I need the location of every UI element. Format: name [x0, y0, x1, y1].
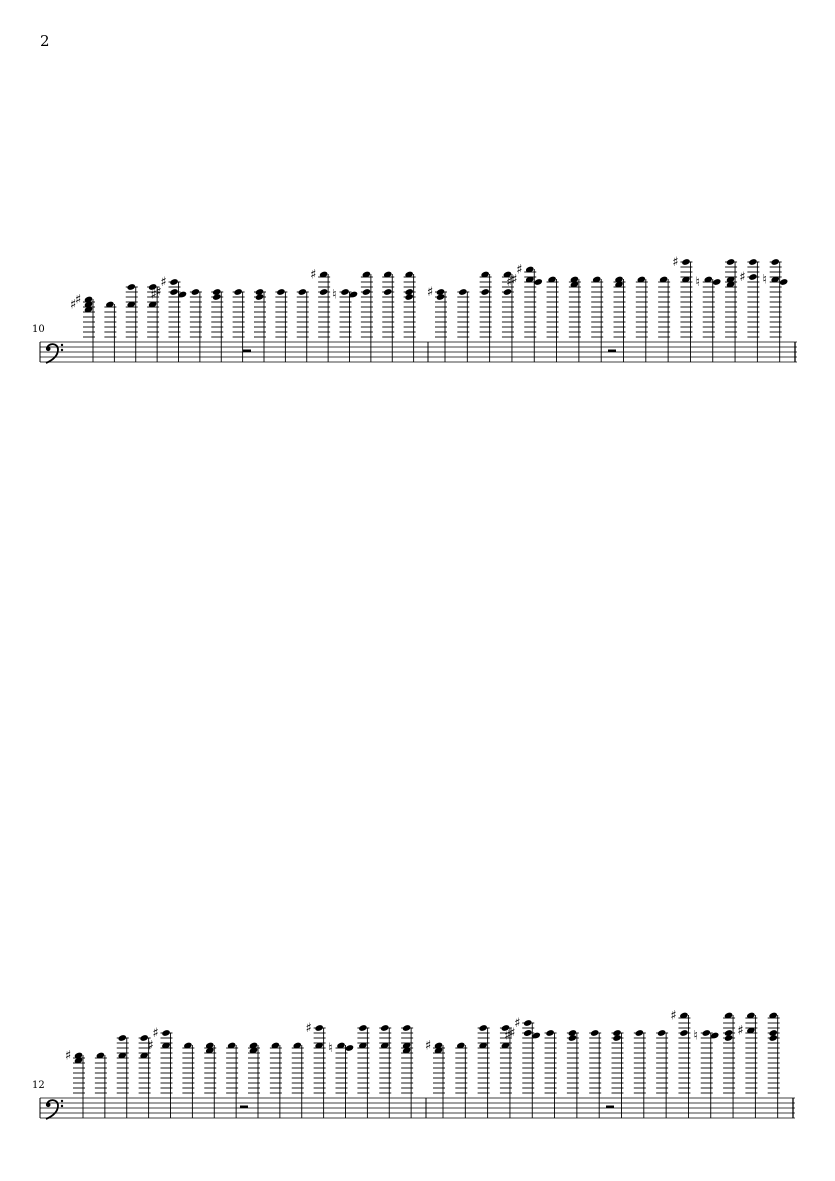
note-head [702, 1029, 711, 1037]
chord [65, 1049, 85, 1119]
chord [190, 288, 202, 362]
sharp-icon: ♯ [160, 275, 167, 290]
note-head [724, 1034, 733, 1042]
chord [567, 1029, 579, 1118]
chord [270, 1042, 282, 1118]
chord [401, 1024, 413, 1118]
sharp-icon: ♯ [504, 1028, 511, 1044]
chord [104, 301, 116, 362]
chord [328, 1041, 354, 1118]
chord [545, 1029, 557, 1118]
chord [670, 1009, 690, 1119]
note-head [380, 1024, 389, 1032]
sharp-icon: ♯ [506, 275, 513, 290]
sharp-icon: ♯ [426, 285, 434, 300]
sharp-icon: ♯ [424, 1038, 432, 1054]
sharp-icon: ♯ [147, 1038, 154, 1054]
sharp-icon: ♯ [739, 270, 746, 285]
chord [275, 288, 287, 362]
note-head [169, 278, 178, 286]
chord [762, 258, 788, 362]
chord [150, 275, 187, 362]
chord [478, 1024, 490, 1118]
chord [591, 276, 603, 362]
sharp-icon: ♯ [150, 287, 157, 303]
note-head [233, 288, 242, 296]
chord [547, 276, 559, 362]
note-head [545, 1029, 554, 1037]
chord [310, 268, 330, 363]
chord [612, 1029, 624, 1118]
natural-icon: ♮ [328, 1041, 333, 1056]
note-head [612, 1034, 621, 1042]
chord [361, 271, 373, 362]
chord [723, 1012, 735, 1118]
sharp-icon: ♯ [516, 262, 523, 278]
half-rest-icon [240, 1106, 248, 1109]
chord [147, 1026, 172, 1118]
half-rest-icon [606, 1106, 614, 1109]
sharp-icon: ♯ [309, 267, 317, 283]
chord [480, 271, 492, 362]
chord [737, 1012, 757, 1118]
note-head [169, 288, 178, 296]
chord [332, 288, 358, 363]
note-head [748, 273, 757, 281]
chord [117, 1034, 129, 1118]
note-head [590, 1029, 599, 1037]
chord [427, 285, 447, 362]
chord [211, 288, 223, 362]
page-number: 2 [40, 32, 50, 50]
half-rest-icon [608, 350, 616, 353]
sharp-icon: ♯ [64, 1048, 72, 1064]
note-head [383, 288, 392, 296]
note-head [314, 1024, 323, 1032]
chord [204, 1042, 216, 1118]
note-head [523, 1019, 532, 1027]
measure-number: 10 [32, 324, 45, 335]
note-head [118, 1034, 127, 1042]
note-head [212, 293, 221, 301]
chord [634, 1029, 646, 1118]
sharp-icon: ♯ [74, 292, 82, 308]
note-head [480, 288, 489, 296]
chord [379, 1024, 391, 1118]
chord [305, 1021, 325, 1118]
note-head [679, 1029, 688, 1037]
chord [768, 1012, 780, 1118]
note-head [681, 258, 690, 266]
chord [636, 276, 648, 362]
natural-icon: ♮ [693, 1028, 699, 1044]
note-head [362, 288, 371, 296]
note-head [771, 258, 780, 266]
sharp-icon: ♯ [737, 1023, 744, 1039]
note-head [127, 283, 136, 291]
sharp-icon: ♯ [69, 297, 77, 313]
chord [656, 1029, 668, 1118]
measure-number: 12 [32, 1080, 45, 1091]
note-head [769, 1034, 778, 1042]
note-head [436, 293, 445, 301]
note-head [161, 1029, 170, 1037]
staff-system [32, 1009, 795, 1120]
chord [357, 1024, 369, 1118]
sharp-icon: ♯ [509, 1026, 516, 1041]
note-head [534, 278, 543, 286]
chord [254, 288, 266, 362]
sharp-icon: ♯ [155, 285, 162, 300]
note-head [635, 1029, 644, 1037]
chord [425, 1039, 445, 1119]
sharp-icon: ♯ [305, 1021, 312, 1036]
chord [226, 1042, 238, 1118]
natural-icon: ♮ [762, 272, 768, 288]
chord [739, 258, 759, 362]
note-head [402, 1024, 411, 1032]
note-head [404, 293, 413, 301]
note-head [712, 278, 721, 286]
chord [292, 1042, 304, 1118]
chord [614, 276, 626, 362]
natural-icon: ♮ [695, 275, 701, 290]
note-head [340, 288, 349, 296]
chord [589, 1029, 601, 1118]
note-head [319, 288, 328, 296]
note-head [726, 258, 735, 266]
chord [725, 258, 737, 362]
note-head [298, 288, 307, 296]
chord [457, 288, 469, 362]
chord [126, 283, 138, 362]
chord [455, 1042, 467, 1118]
chord [404, 271, 416, 362]
note-head [458, 288, 467, 296]
chord [233, 288, 245, 362]
half-rest-icon [243, 350, 251, 353]
chord [569, 276, 581, 362]
chord [70, 293, 95, 363]
sharp-icon: ♯ [670, 1008, 677, 1024]
sharp-icon: ♯ [514, 1016, 521, 1031]
chord [297, 288, 309, 362]
note-head [657, 1029, 666, 1037]
chord [695, 275, 721, 362]
chord [182, 1042, 194, 1118]
note-head [523, 1029, 532, 1037]
note-head [345, 1044, 354, 1052]
note-head [358, 1024, 367, 1032]
sharp-icon: ♯ [511, 272, 518, 288]
note-head [191, 288, 200, 296]
note-head [568, 1034, 577, 1042]
note-head [779, 278, 788, 286]
chord [382, 271, 394, 362]
sharp-icon: ♯ [152, 1026, 159, 1041]
chord [693, 1029, 719, 1119]
chord [658, 276, 670, 362]
note-head [478, 1024, 487, 1032]
note-head [255, 293, 264, 301]
staff-system [32, 255, 797, 363]
chord [672, 255, 692, 362]
note-head [276, 288, 285, 296]
sharp-icon: ♯ [672, 255, 679, 270]
chord [248, 1042, 260, 1118]
note-head [748, 258, 757, 266]
natural-icon: ♮ [332, 287, 337, 303]
